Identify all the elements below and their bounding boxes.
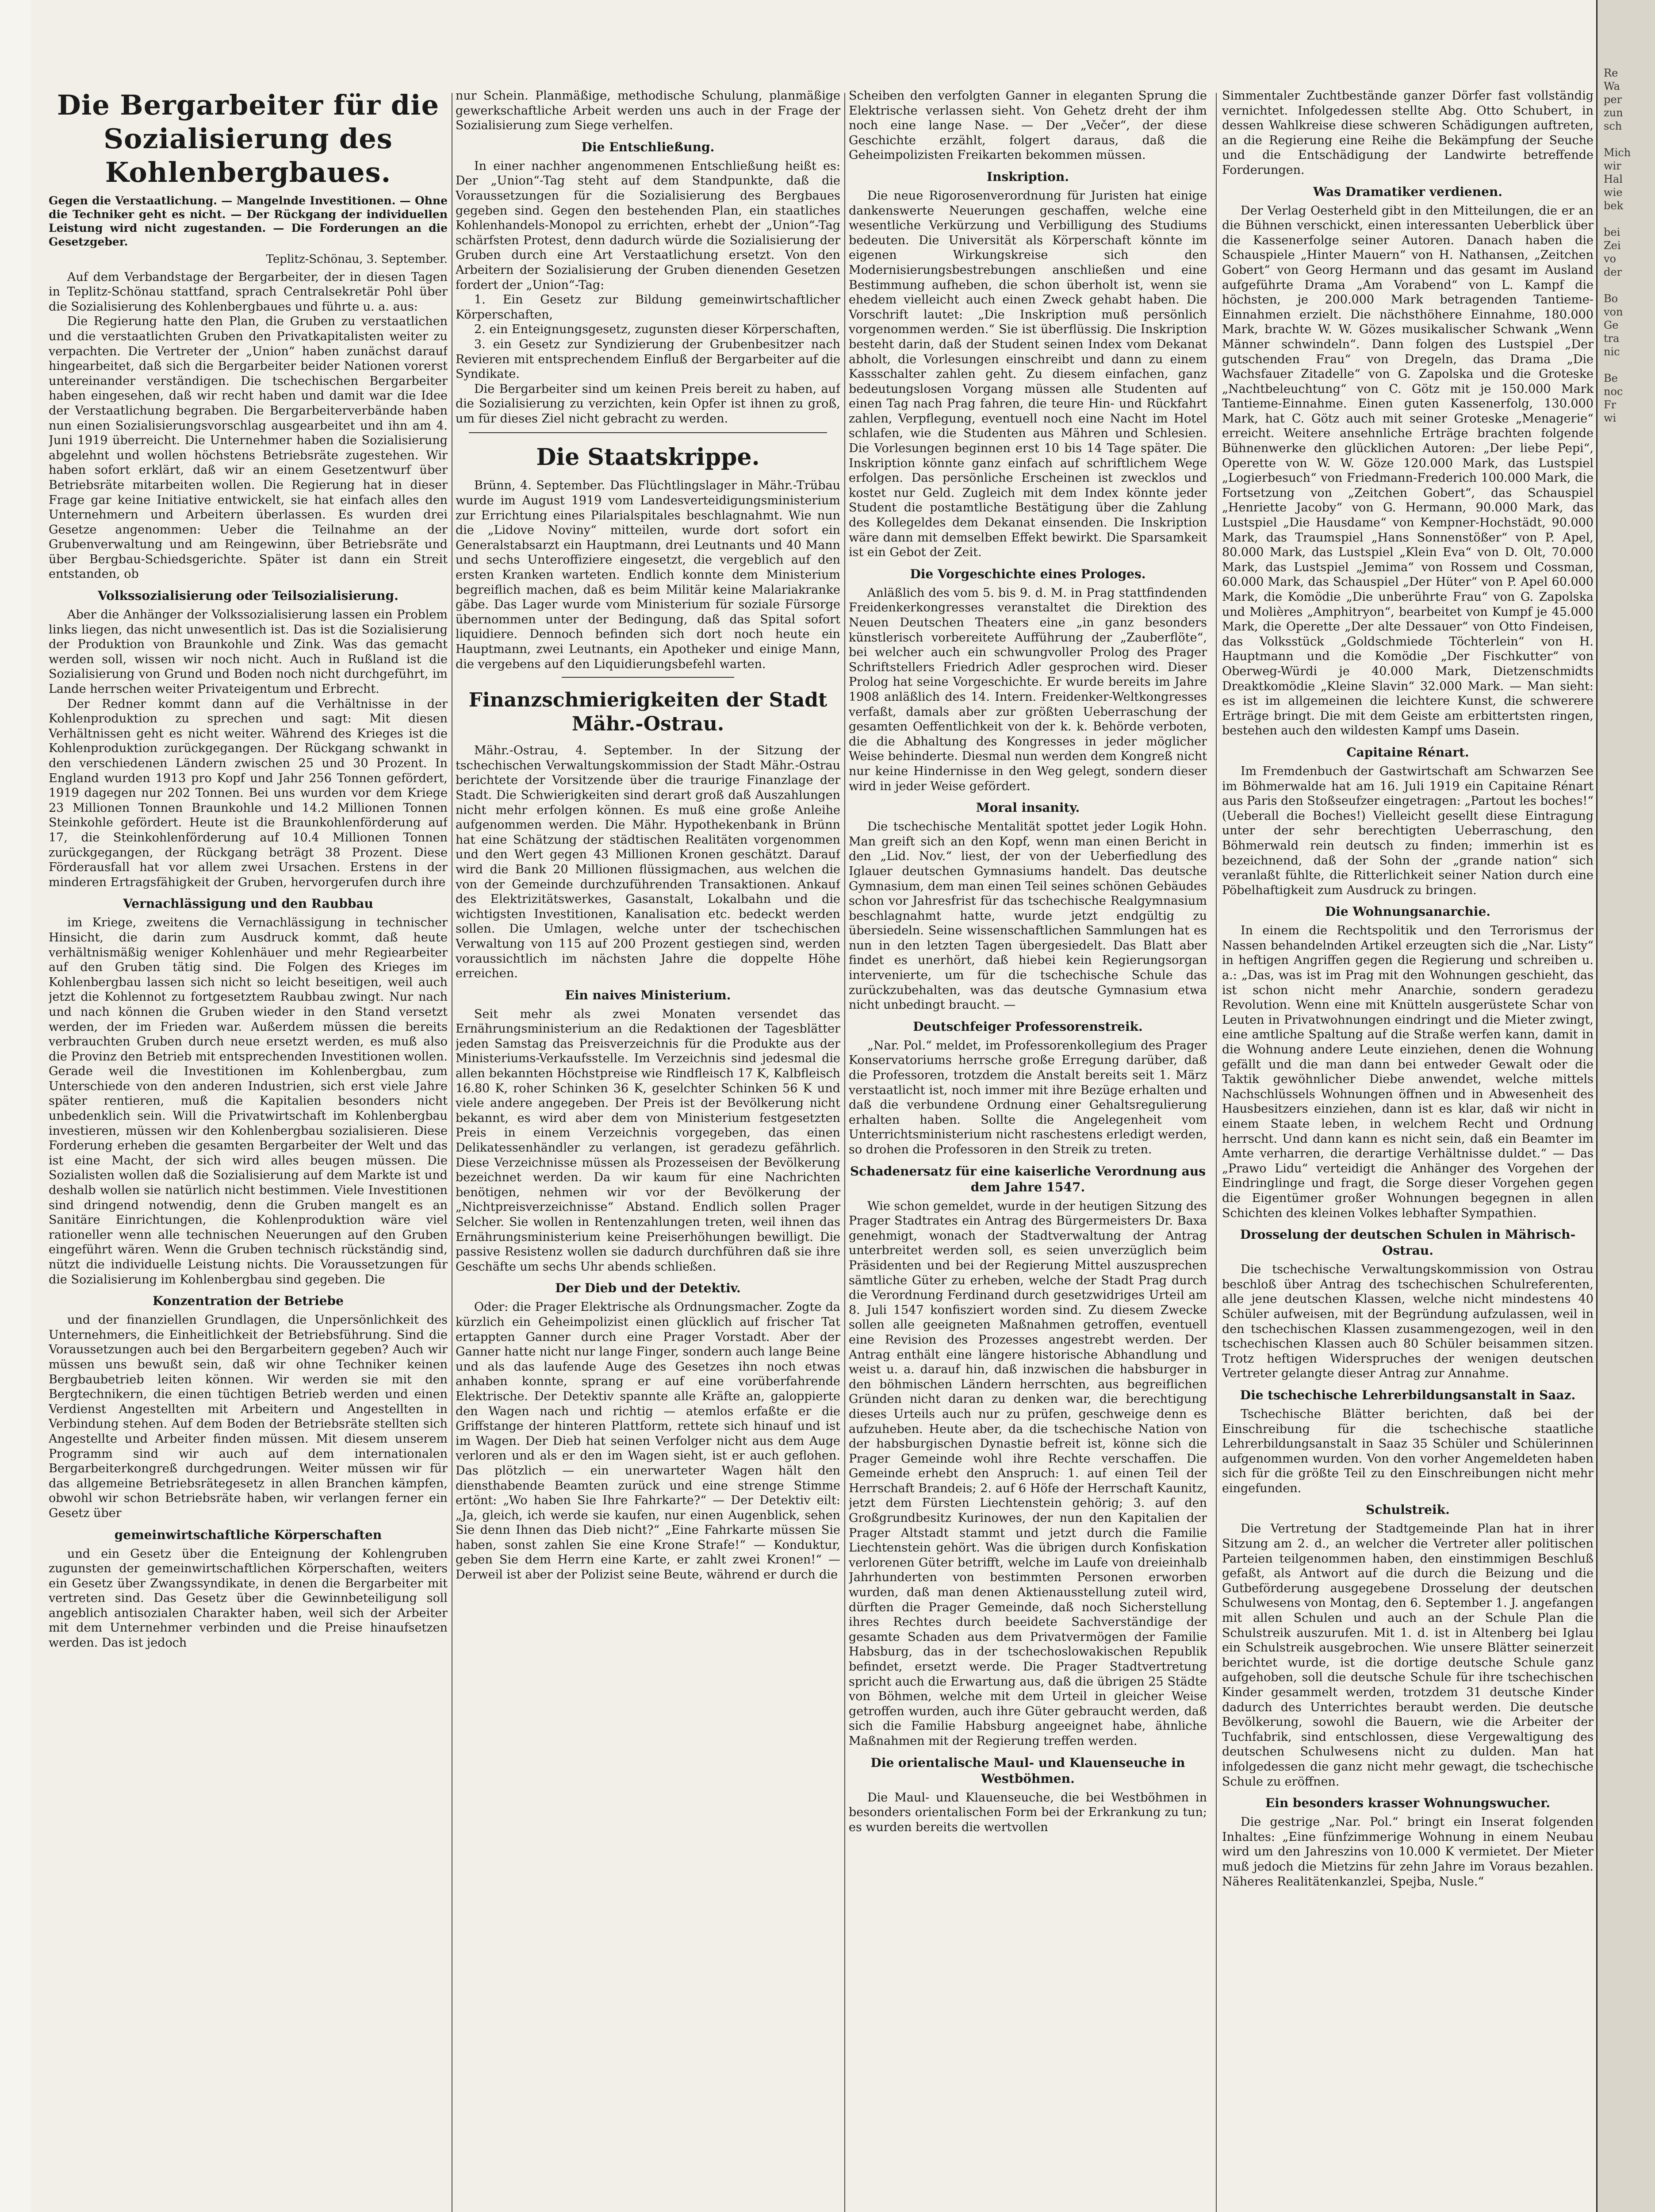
paragraph: Aber die Anhänger der Volkssozialisierung lassen ein Problem links liegen, das nicht unwesentlich ist. Das ist die Sozialisierung der Produktion von Braunkohle und Zink. Was das gemacht werden soll, wissen wir noch nicht. Auch in Rußland ist die Sozialisierung von Grund und Boden noch nicht durchgeführt, im Lande herrschen weiter Privateigentum und Erbrecht. xyxy=(49,608,448,696)
paragraph: In einem die Rechtspolitik und den Terrorismus der Nassen behandelnden Artikel erzeugten sich die „Nar. Listy“ in heftigen Angriffen gegen die Regierung und schreiben u. a.: „Das, was ist im Prag mit den Wohnungen geschieht, das ist schon nicht mehr Anarchie, sondern geradezu Revolution. Wenn eine mit Knütteln ausgerüstete Schar von Leuten in Privatwohnungen eindringt und die Mieter zwingt, eine amtliche Spaltung auf die Straße werfen kann, damit in die Wohnung andere Leute einziehen, denen die Wohnung gefällt und die man dann bei entweder Gewalt oder die Taktik gewöhnlicher Diebe anwendet, welche mittels Nachschlüssels Wohnungen öffnen und in Abwesenheit des Hausbesitzers einziehen, dann ist es klar, daß wir nicht in einem Staate leben, in welchem Recht und Ordnung herrscht. Und dann kann es nicht sein, daß ein Beamter im Amte verharren, die derartige Verhältnisse duldet.“ — Das „Prawo Lidu“ verteidigt die Anhänger des Vorgehen der Eindringlinge und fragt, die Sorge dieser Vorgehen gegen die Eigentümer großer Wohnungen begegnen in allen Schichten des kleinen Volkes lebhafter Sympathien. xyxy=(1222,924,1594,1220)
paragraph: Die neue Rigorosenverordnung für Juristen hat einige dankenswerte Neuerungen geschaffen, welche eine wesentliche Verkürzung und Verbilligung des Studiums bedeuten. Die Universität als Körperschaft könnte im eigenen Wirkungskreise sich den Modernisierungsbestrebungen anschließen und eine Bestimmung aufheben, die schon überholt ist, wenn sie ehedem vielleicht auch einen Zweck gehabt haben. Die Vorschrift lautet: „Die Inskription muß persönlich vorgenommen werden.“ Sie ist überflüssig. Die Inskription besteht darin, daß der Student seinen Index vom Dekanat abholt, die Vorlesungen einschreibt und dann zu einem Kassschalter zahlen geht. Zu diesem einfachen, ganz bedeutungslosen Vorgang müssen alle Studenten auf einen Tag nach Prag fahren, die teure Hin- und Rückfahrt zahlen, Verpflegung, eventuell noch eine Nacht im Hotel schlafen, wie die Studenten aus Mähren und Schlesien. Die Vorlesungen beginnen erst 10 bis 14 Tage später. Die Inskription könnte ganz einfach auf schriftlichem Wege erfolgen. Das persönliche Erscheinen ist zwecklos und kostet nur Geld. Zugleich mit dem Index könnte jeder Student die postamtliche Bestätigung über die Zahlung des Kollegeldes dem Dekanat einsenden. Die Inskription wäre dann mit demselben Effekt bewirkt. Die Sparsamkeit ist ein Gebot der Zeit. xyxy=(849,188,1207,560)
column-2 xyxy=(456,88,840,2212)
section-heading: Die Entschließung. xyxy=(581,139,715,154)
section-divider xyxy=(469,432,827,433)
paragraph: 3. ein Gesetz zur Syndizierung der Grubenbesitzer nach Revieren mit entsprechendem Einfluß der Bergarbeiter auf die Syndikate. xyxy=(456,337,840,381)
adjacent-page-edge xyxy=(1596,0,1655,2212)
paragraph: Die tschechische Verwaltungskommission von Ostrau beschloß über Antrag des tschechischen Schulreferenten, alle jene deutschen Klassen, welche nicht mindestens 40 Schüler aufweisen, mit der Begründung aufzulassen, weil in den tschechischen Klassen zusammengezogen, weil in den tschechischen Klassen auch 80 Schüler beisammen sitzen. Trotz heftigen Widerspruches der wenigen deutschen Vertreter gelangte dieser Antrag zur Annahme. xyxy=(1222,1263,1594,1381)
paragraph: Die tschechische Mentalität spottet jeder Logik Hohn. Man greift sich an den Kopf, wenn man einen Bericht in den „Lid. Nov.“ liest, der von der Ueberfiedlung des Iglauer deutschen Gymnasiums handelt. Das deutsche Gymnasium, dem man einen Teil seines schönen Gebäudes schon vor Jahresfrist für das tschechische Realgymnasium beschlagnahmt hatte, wurde jetzt endgültig zu übersiedeln. Seine wissenschaftlichen Sammlungen hat es nun in den letzten Tagen übergesiedelt. Das Blatt aber findet es unerhört, daß hiebei kein Regierungsorgan intervenierte, um für die tschechische Schule das zurückzubehalten, was das deutsche Gymnasium etwa nicht unbedingt braucht. — xyxy=(849,820,1207,1012)
paragraph: nur Schein. Planmäßige, methodische Schulung, planmäßige gewerkschaftliche Arbeit werden uns auch in der Frage der Sozialisierung zum Siege verhelfen. xyxy=(456,89,840,133)
paragraph: Anläßlich des vom 5. bis 9. d. M. in Prag stattfindenden Freidenkerkongresses veranstaltet die Direktion des Neuen Deutschen Theaters eine „in ganz besonders künstlerisch vorbereitete Aufführung der „Zauberflöte“, bei welcher auch ein schwungvoller Prolog des Prager Schriftstellers Friedrich Adler gesprochen wird. Dieser Prolog hat seine Vorgeschichte. Er wurde bereits im Jahre 1908 anläßlich des 14. Intern. Freidenker-Weltkongresses verfaßt, damals aber zur größten Ueberraschung der gesamten Oeffentlichkeit von der k. k. Behörde verboten, die die Abhaltung des Kongresses in jeder möglicher Weise behinderte. Diesmal nun werden dem Kongreß nicht nur keine Hindernisse in den Weg gelegt, sondern dieser wird in jeder Weise gefördert. xyxy=(849,586,1207,793)
page-margin-left xyxy=(0,0,31,2212)
article-headline: Die Bergarbeiter für die Sozialisierung des Kohlenbergbaues. xyxy=(57,89,440,188)
paragraph: Mähr.-Ostrau, 4. September. In der Sitzung der tschechischen Verwaltungskommission der Stadt Mähr.-Ostrau berichtete der Vorsitzende über die traurige Finanzlage der Stadt. Die Schwierigkeiten sind derart groß daß Auszahlungen nicht mehr erfolgen können. Es muß eine große Anleihe aufgenommen werden. Die Mähr. Hypothekenbank in Brünn hat eine Schätzung der städtischen Realitäten vorgenommen und den Wert gegen 43 Millionen Kronen geschätzt. Darauf wird die Bank 20 Millionen flüssigmachen, aus welchen die von der Gemeinde durchzuführenden Transaktionen. Ankauf des Elektrizitätswerkes, Gasanstalt, Lokalbahn und die wichtigsten Investitionen, Kanalisation etc. bedeckt werden sollen. Die Umlagen, welche unter der tschechischen Verwaltung von 115 auf 200 Prozent gestiegen sind, werden voraussichtlich im nächsten Jahre die doppelte Höhe erreichen. xyxy=(456,744,840,981)
paragraph: Wie schon gemeldet, wurde in der heutigen Sitzung des Prager Stadtrates ein Antrag des Bürgermeisters Dr. Baxa genehmigt, wonach der Stadtverwaltung der Antrag unterbreitet werden soll, es seien unverzüglich beim Präsidenten und bei der Regierung Mittel auszusprechen sämtliche Güter zu erheben, welche der Stadt Prag durch die Verordnung Ferdinand durch gesetzwidriges Urteil am 8. Juli 1547 konfisziert worden sind. Zu diesem Zwecke sollen alle geeigneten Maßnahmen getroffen, eventuell eine Revision des Prozesses angestrebt werden. Der Antrag enthält eine längere historische Abhandlung und weist u. a. darauf hin, daß inzwischen die habsburger in den böhmischen Ländern herrschten, aus begreiflichen Gründen nicht daran zu denken war, die berechtigung dieses Urteils auch nur zu prüfen, geschweige denn es aufzuheben. Heute aber, da die tschechische Nation von der habsburgischen Dynastie befreit ist, könne sich die Prager Gemeinde wohl ihre Rechte verschaffen. Die Gemeinde erhebt den Anspruch: 1. auf einen Teil der Herrschaft Brandeis; 2. auf 6 Höfe der Herrschaft Kaunitz, jetzt dem Fürsten Liechtenstein gehörig; 3. auf den Großgrundbesitz Kurinowes, der nun den Kapitalien der Prager Altstadt stammt und jetzt durch die Familie Liechtenstein gehört. Was die übrigen durch Konfiskation verlorenen Güter betrifft, welche im Laufe von dreieinhalb Jahrhunderten von bestimmten Personen erworben wurden, daß man denen Aktienausstellung zuteil wird, dürften die Prager Gemeinde, daß noch Sicherstellung ihres Rechtes durch beeidete Sachverständige der gesamte Schaden aus dem Privatvermögen der Familie Habsburg, das in der tschechoslowakischen Republik befindet, ersetzt werde. Die Prager Stadtvertretung spricht auch die Erwartung aus, daß die übrigen 25 Städte von Böhmen, welche mit dem Urteil in gleicher Weise getroffen wurden, auch ihre Güter gebraucht werden, daß sich die Familie Habsburg angeeignet habe, ähnliche Maßnahmen mit der Regierung treffen werden. xyxy=(849,1199,1207,1748)
section-heading: Die orientalische Maul- und Klauenseuche in Westböhmen. xyxy=(870,1755,1185,1786)
paragraph: Die Vertretung der Stadtgemeinde Plan hat in ihrer Sitzung am 2. d., an welcher die Vertreter aller politischen Parteien teilgenommen haben, den einstimmigen Beschluß gefaßt, als Antwort auf die durch die Beizung und die Gutbeförderung ausgegebene Drosselung der deutschen Schulwesens von Montag, den 6. September 1. J. angefangen mit allen Schulen und auch an der Schule Plan die Schulstreik auszurufen. Mit 1. d. ist in Altenberg bei Iglau ein Schulstreik ausgebrochen. Wie unsere Blätter seinerzeit berichtet wurde, ist die dortige deutsche Schule ganz aufgehoben, soll die deutsche Schule für ihre tschechischen Kinder gesammelt werden, trotzdem 31 deutsche Kinder dadurch des Unterrichtes beraubt werden. Die deutsche Bevölkerung, sowohl die Bauern, wie die Arbeiter der Tuchfabrik, sind entschlossen, diese Vergewaltigung des deutschen Schulwesens nicht zu dulden. Man hat infolgedessen die ganz nicht mehr gewagt, die tschechische Schule zu eröffnen. xyxy=(1222,1522,1594,1789)
paragraph: und ein Gesetz über die Enteignung der Kohlengruben zugunsten der gemeinwirtschaftlichen Körperschaften, weiters ein Gesetz über Zwangssyndikate, in denen die Bergarbeiter mit vertreten sind. Das Gesetz über die Gewinnbeteiligung soll angeblich antisozialen Charakter haben, weil sich der Arbeiter mit dem Unternehmer verbinden und die Preise hinaufsetzen werden. Das ist jedoch xyxy=(49,1547,448,1650)
column-rule xyxy=(844,93,845,2212)
paragraph: Die Bergarbeiter sind um keinen Preis bereit zu haben, auf die Sozialisierung zu verzichten, kein Opfer ist ihnen zu groß, um für dieses Ziel nicht gebracht zu werden. xyxy=(456,382,840,426)
adjacent-page-text: Re Wa per zun sch Mich wir Hal wie bek bei Zei vo der Bo von Ge tra nic Be noc Fr wi xyxy=(1604,67,1631,424)
section-heading: Ein besonders krasser Wohnungswucher. xyxy=(1265,1796,1551,1811)
paragraph: 2. ein Enteignungsgesetz, zugunsten dieser Körperschaften, xyxy=(474,323,840,337)
section-heading: Vernachlässigung und den Raubbau xyxy=(123,896,373,911)
dateline: Teplitz-Schönau, 3. September. xyxy=(266,253,448,266)
section-heading: Was Dramatiker verdienen. xyxy=(1313,184,1503,199)
paragraph: Tschechische Blätter berichten, daß bei der Einschreibung für die tschechische staatliche Lehrerbildungsanstalt in Saaz 35 Schüler und Schülerinnen aufgenommen wurden. Von den vorher Angemeldeten haben sich für die größte Teil zu den Einschreibungen nicht mehr eingefunden. xyxy=(1222,1407,1594,1495)
section-heading: Capitaine Rénart. xyxy=(1346,745,1469,760)
section-heading: Schadenersatz für eine kaiserliche Verordnung aus dem Jahre 1547. xyxy=(850,1164,1206,1194)
paragraph: und der finanziellen Grundlagen, die Unpersönlichkeit des Unternehmers, die Einheitlichkeit der Betriebsführung. Sind die Voraussetzungen auch bei den Bergarbeitern gegeben? Auch wir müssen uns bewußt sein, daß wir ohne Techniker keinen Bergbaubetrieb leiten können. Wir werden sie mit den Bergtechnikern, die einen tüchtigen Betrieb werden und einen Verdienst Angestellten mit Arbeitern und Angestellten in Verbindung stehen. Auf dem Boden der Betriebsräte stellten sich Angestellte und Arbeiter finden müssen. Mit diesem unserem Programm sind wir auch auf dem internationalen Bergarbeiterkongreß durchgedrungen. Weiter müssen wir für das allgemeine Betriebsrätegesetz in allen Branchen kämpfen, obwohl wir schon Betriebsräte haben, wir verlangen ferner ein Gesetz über xyxy=(49,1313,448,1520)
section-heading: Moral insanity. xyxy=(976,800,1080,815)
section-heading: Inskription. xyxy=(987,169,1069,184)
article-subhead: Gegen die Verstaatlichung. — Mangelnde Investitionen. — Ohne die Techniker geht es nicht. — Der Rückgang der individuellen Leistung wird nicht zugestanden. — Die Forderungen an die Gesetzgeber. xyxy=(49,194,448,248)
section-heading: Volkssozialisierung oder Teilsozialisierung. xyxy=(98,588,398,603)
section-heading: Konzentration der Betriebe xyxy=(153,1294,344,1309)
paragraph: 1. Ein Gesetz zur Bildung gemeinwirtschaftlicher Körperschaften, xyxy=(456,293,840,322)
section-heading: Die Wohnungsanarchie. xyxy=(1325,904,1491,919)
paragraph: Die gestrige „Nar. Pol.“ bringt ein Inserat folgenden Inhaltes: „Eine fünfzimmerige Wohnung in einem Neubau wird um den Jahreszins von 10.000 K vermietet. Der Mieter muß jedoch die Mietzins für zehn Jahre im Voraus bezahlen. Näheres Realitätenkanzlei, Spejba, Nusle.“ xyxy=(1222,1815,1594,1889)
column-rule xyxy=(1216,93,1217,2212)
paragraph: im Kriege, zweitens die Vernachlässigung in technischer Hinsicht, die darin zum Ausdruck kommt, daß heute verhältnismäßig weniger Kohlenhäuer und mehr Regiearbeiter auf den Gruben tätig sind. Die Folgen des Krieges im Kohlenbergbau lassen sich nicht so leicht beseitigen, weil auch jetzt die Kohlennot zu fortgesetztem Raubbau zwingt. Nur nach und nach können die Gruben wieder in den Stand versetzt werden, der im Frieden war. Außerdem müssen die bereits verbrauchten Gruben durch neue ersetzt werden, es muß also die Provinz den Betrieb mit entsprechenden Investitionen wollen. Gerade weil die Investitionen im Kohlenbergbau, zum Unterschiede von den anderen Industrien, sich erst viele Jahre später rentieren, muß die Kapitalien besonders nicht unbedenklich sein. Will die Privatwirtschaft im Kohlenbergbau investieren, müssen wir den Kohlenbergbau sozialisieren. Diese Forderung erheben die gesamten Bergarbeiter der Welt und das ist eine Macht, der sich wird alles beugen müssen. Die Sozialisten wollen daß die Sozialisierung auf dem Markte ist und deshalb wollen sie natürlich nicht bestimmen. Viele Investitionen sind dringend notwendig, denn die Gruben mangelt es an Sanitäre Einrichtungen, die Kohlenproduktion wäre viel rationeller wenn alle technischen Neuerungen auf den Gruben eingeführt wären. Wenn die Gruben technisch rückständig sind, nützt die individuelle Leistung nichts. Die Voraussetzungen für die Sozialisierung im Kohlenbergbau sind gegeben. Die xyxy=(49,916,448,1286)
paragraph: Die Regierung hatte den Plan, die Gruben zu verstaatlichen und die verstaatlichten Gruben den Privatkapitalisten weiter zu verpachten. Die Vertreter der „Union“ haben zunächst darauf hingearbeitet, daß sich die Bergarbeiter beider Nationen vorerst untereinander verständigen. Die tschechischen Bergarbeiter haben eingesehen, daß wir recht haben und damit war die Idee der Verstaatlichung begraben. Die Bergarbeiterverbände haben nun einen Sozialisierungsvorschlag ausgearbeitet und ihn am 4. Juni 1919 überreicht. Die Unternehmer haben die Sozialisierung abgelehnt und wollen höchstens Betriebsräte zugestehen. Wir haben sofort erklärt, daß wir an einem Gesetzentwurf über Betriebsräte mitarbeiten wollen. Die Regierung hat in dieser Frage gar keine Initiative entwickelt, sie hat einfach alles den Unternehmern und Arbeitern überlassen. Es wurden drei Gesetze angenommen: Ueber die Teilnahme an der Grubenverwaltung und am Reingewinn, über Betriebsräte und über Bergbau-Schiedsgerichte. Später ist dann ein Streit entstanden, ob xyxy=(49,315,448,581)
paragraph: Auf dem Verbandstage der Bergarbeiter, der in diesen Tagen in Teplitz-Schönau stattfand, sprach Centralsekretär Pohl über die Sozialisierung des Kohlenbergbaues und führte u. a. aus: xyxy=(49,270,448,314)
paragraph: Simmentaler Zuchtbestände ganzer Dörfer fast vollständig vernichtet. Infolgedessen stellte Abg. Otto Schubert, in dessen Wahlkreise diese schweren Schädigungen auftreten, an die Regierung eine Reihe die Bekämpfung der Seuche und die Entschädigung der Landwirte betreffende Forderungen. xyxy=(1222,89,1594,177)
section-heading: Der Dieb und der Detektiv. xyxy=(555,1281,741,1296)
paragraph: Der Verlag Oesterheld gibt in den Mitteilungen, die er an die Bühnen verschickt, einen interessanten Ueberblick über die Kassenerfolge seiner Autoren. Danach haben die Schauspiele „Hinter Mauern“ von H. Nathansen, „Zeitchen Gobert“ von Georg Hermann und das gesamt im Ausland aufgeführte Drama „Am Vorabend“ von L. Kampf die höchsten, je 200.000 Mark betragenden Tantieme-Einnahmen erzielt. Die nächsthöhere Einnahme, 180.000 Mark, brachte W. W. Gözes musikalischer Schwank „Wenn Männer schwindeln“. Dann folgen des Lustspiel „Der gutschenden Frau“ von Dregeln, das Drama „Die Wachsfauer Zitadelle“ von G. Zapolska und die Groteske „Nachtbeleuchtung“ von C. Götz mit je 150.000 Mark Tantieme-Einnahme. Einen guten Kassenerfolg, 130.000 Mark, hat C. Götz auch mit seiner Groteske „Menagerie“ erreicht. Weitere ansehnliche Erträge brachten folgende Bühnenwerke den glücklichen Autoren: „Der liebe Pepi“, Operette von W. W. Göze 120.000 Mark, das Lustspiel „Logierbesuch“ von Friedmann-Frederich 100.000 Mark, die Fortsetzung von „Zeitchen Gobert“, das Schauspiel „Henriette Jacoby“ von G. Hermann, 90.000 Mark, das Lustspiel „Die Hausdame“ von Kempner-Hochstädt, 90.000 Mark, das Traumspiel „Hans Sonnenstößer“ von P. Apel, 80.000 Mark, das Lustspiel „Klein Eva“ von D. Olt, 70.000 Mark, das Lustspiel „Jemima“ von Rossem und Cossman, 60.000 Mark, das Schauspiel „Der Hüter“ von P. Apel 60.000 Mark, die Komödie „Die unberührte Frau“ von G. Zapolska und Molières „Amphitryon“, bearbeitet von Kumpf je 45.000 Mark, die Operette „Der alte Dessauer“ von Otto Findeisen, das Volksstück „Goldschmiede Töchterlein“ von H. Hauptmann und die Komödie „Der Fischkutter“ von Oberweg-Würdi je 40.000 Mark, Dietzenschmidts Dreaktkomödie „Kleine Slavin“ 32.000 Mark. — Man sieht: es ist im allgemeinen die leichtere Kunst, die schwerere Erträge bringt. Die mit dem Geiste am erbittertsten ringen, bestehen auch den wildesten Kampf ums Dasein. xyxy=(1222,204,1594,738)
column-3 xyxy=(849,88,1207,2212)
paragraph: Scheiben den verfolgten Ganner in eleganten Sprung die Elektrische verlassen sieht. Von Gehetz dreht der ihm noch eine lange Nase. — Der „Večer“, der diese Geschichte erzählt, folgert daraus, daß die Geheimpolizisten Freikarten bekommen müssen. xyxy=(849,89,1207,162)
section-heading: Deutschfeiger Professorenstreik. xyxy=(913,1019,1143,1034)
section-heading: Schulstreik. xyxy=(1366,1502,1450,1517)
paragraph: In einer nachher angenommenen Entschließung heißt es: Der „Union“-Tag steht auf dem Standpunkte, daß die Voraussetzungen für die Sozialisierung des Bergbaues gegeben sind. Gegen den bestehenden Plan, ein staatliches Kohlenhandels-Monopol zu errichten, erhebt der „Union“-Tag schärfsten Protest, denn dadurch würde die Sozialisierung der Gruben durch eine Art Verstaatlichung ersetzt. Von den Arbeitern der Sozialisierung der Gruben dienenden Gesetzen fordert der „Union“-Tag: xyxy=(456,159,840,292)
paragraph: Im Fremdenbuch der Gastwirtschaft am Schwarzen See im Böhmerwalde hat am 16. Juli 1919 ein Capitaine Rénart aus Paris den Stoßseufzer eingetragen: „Partout les boches!“ (Ueberall die Boches!) Vielleicht gesellt diese Eintragung unter der sehr berechtigten Ueberraschung, den Böhmerwald rein deutsch zu finden; immerhin ist es bezeichnend, daß der Sohn der „grande nation“ sich veranlaßt fühlte, die Ritterlichkeit seiner Nation durch eine Pöbelhaftigkeit zum Ausdruck zu bringen. xyxy=(1222,764,1594,897)
paragraph: Brünn, 4. September. Das Flüchtlingslager in Mähr.-Trübau wurde im August 1919 vom Landesverteidigungsministerium zur Errichtung eines Pilarialspitales beschlagnahmt. Wie nun die „Lidove Noviny“ mitteilen, wurde dort sofort ein Generalstabsarzt ein Hauptmann, drei Leutnants und 40 Mann und sechs Unteroffiziere eingesetzt, die vergeblich auf den ersten Kranken warteten. Endlich konnte dem Ministerium begreiflich machen, daß es beim Militär keine Malariakranke gäbe. Das Lager wurde vom Ministerium für soziale Fürsorge übernommen unter der Bedingung, daß das Spital sofort liquidiere. Dennoch befinden sich dort noch heute ein Hauptmann, zwei Leutnants, ein Apotheker und einige Mann, die vergebens auf den Liquidierungsbefehl warten. xyxy=(456,479,840,671)
paragraph: Oder: die Prager Elektrische als Ordnungsmacher. Zogte da kürzlich ein Geheimpolizist einen glücklich auf frischer Tat ertappten Ganner durch eine Prager Vorstadt. Aber der Ganner hatte nicht nur lange Finger, sondern auch lange Beine und als das laufende Auge des Gesetzes ihn noch etwas anhaben konnte, sprang er auf eine vorüberfahrende Elektrische. Der Detektiv spannte alle Kräfte an, galoppierte den Wagen nach und richtig — atemlos erfaßte er die Griffstange der hinteren Plattform, rettete sich hinauf und ist im Wagen. Der Dieb hat seinen Verfolger nicht aus dem Auge verloren und als er den im Wagen sieht, ist er auch geflohen. Das plötzlich — ein unerwarteter Wagen hält den diensthabende Beamten zurück und eine strenge Stimme ertönt: „Wo haben Sie Ihre Fahrkarte?“ — Der Detektiv eilt: „Ja, gleich, ich werde sie kaufen, nur einen Augenblick, sehen Sie denn Ihnen das Dieb nicht?“ „Eine Fahrkarte müssen Sie haben, sonst zahlen Sie eine Krone Strafe!“ — Konduktur, geben Sie dem Herrn eine Karte, er zahlt zwei Kronen!“ — Derweil ist aber der Polizist seine Beute, während er durch die xyxy=(456,1300,840,1582)
article-headline: Finanzschmierigkeiten der Stadt Mähr.-Ostrau. xyxy=(468,689,828,736)
paragraph: Der Redner kommt dann auf die Verhältnisse in der Kohlenproduktion zu sprechen und sagt: Mit diesen Verhältnissen geht es nicht weiter. Während des Krieges ist die Kohlenproduktion zurückgegangen. Der Rückgang schwankt in den verschiedenen Ländern zwischen 25 und 30 Prozent. In England wurden 1913 pro Kopf und Jahr 256 Tonnen gefördert, 1919 dagegen nur 202 Tonnen. Bei uns wurden vor dem Kriege 23 Millionen Tonnen Braunkohle und 14.2 Millionen Tonnen Steinkohle gefördert. Heute ist die Braunkohlenförderung auf 17, die Steinkohlenförderung auf 10.4 Millionen Tonnen zurückgegangen, der Rückgang beträgt 38 Prozent. Diese Förderausfall hat vor allem zwei Ursachen. Erstens in der minderen Ertragsfähigkeit der Gruben, hervorgerufen durch ihre xyxy=(49,697,448,889)
paragraph: Die Maul- und Klauenseuche, die bei Westböhmen in besonders orientalischen Form bei der Erkrankung zu tun; es wurden bereits die wertvollen xyxy=(849,1790,1207,1834)
section-heading: Drosselung der deutschen Schulen in Mährisch-Ostrau. xyxy=(1240,1227,1576,1258)
column-1 xyxy=(49,88,448,2212)
paragraph: Seit mehr als zwei Monaten versendet das Ernährungsministerium an die Redaktionen der Tagesblätter jeden Samstag das Preisverzeichnis für die Produkte aus der Ministeriums-Verkaufsstelle. Im Verzeichnis sind jedesmal die allen bekannten Höchstpreise wie Rindfleisch 17 K, Kalbfleisch 16.80 K, roher Schinken 36 K, geselchter Schinken 56 K und viele andere angegeben. Der Preis ist der Bevölkerung nicht bekannt, es wird aber dem von Ministerium festgesetzten Preis in einem Verzeichnis vorgegeben, das einen Delikatessenhändler zu verlangen, ist geradezu gefährlich. Diese Verzeichnisse müssen als Prozesseisen der Bevölkerung bezeichnet werden. Da wir kaum für eine Nachrichten benötigen, nehmen wir vor der Bevölkerung der „Nichtpreisverzeichnisse“ Abstand. Endlich sollen Prager Selcher. Sie wollen in Rentenzahlungen treten, weil ihnen das Ernährungsministerium keine Preiserhöhungen bewilligt. Die passive Resistenz wollen sie dadurch durchführen daß sie ihre Geschäfte um sechs Uhr abends schließen. xyxy=(456,1007,840,1274)
article-headline: Die Staatskrippe. xyxy=(536,444,760,471)
section-divider xyxy=(562,677,734,678)
section-heading: Die Vorgeschichte eines Prologes. xyxy=(910,566,1146,581)
section-heading: Ein naives Ministerium. xyxy=(565,987,731,1002)
section-heading: gemeinwirtschaftliche Körperschaften xyxy=(114,1527,382,1542)
paragraph: „Nar. Pol.“ meldet, im Professorenkollegium des Prager Konservatoriums herrsche große Erregung darüber, daß die Professoren, trotzdem die Anstalt bereits seit 1. März verstaatlicht ist, noch immer mit ihre Bezüge erhalten und daß die verbundene Ordnung einer Gehaltsregulierung erhalten haben. Sollte die Angelegenheit vom Unterrichtsministerium nicht raschestens erledigt werden, so drohen die Professoren in den Streik zu treten. xyxy=(849,1038,1207,1156)
column-4 xyxy=(1222,88,1594,2212)
section-heading: Die tschechische Lehrerbildungsanstalt in Saaz. xyxy=(1240,1387,1576,1402)
